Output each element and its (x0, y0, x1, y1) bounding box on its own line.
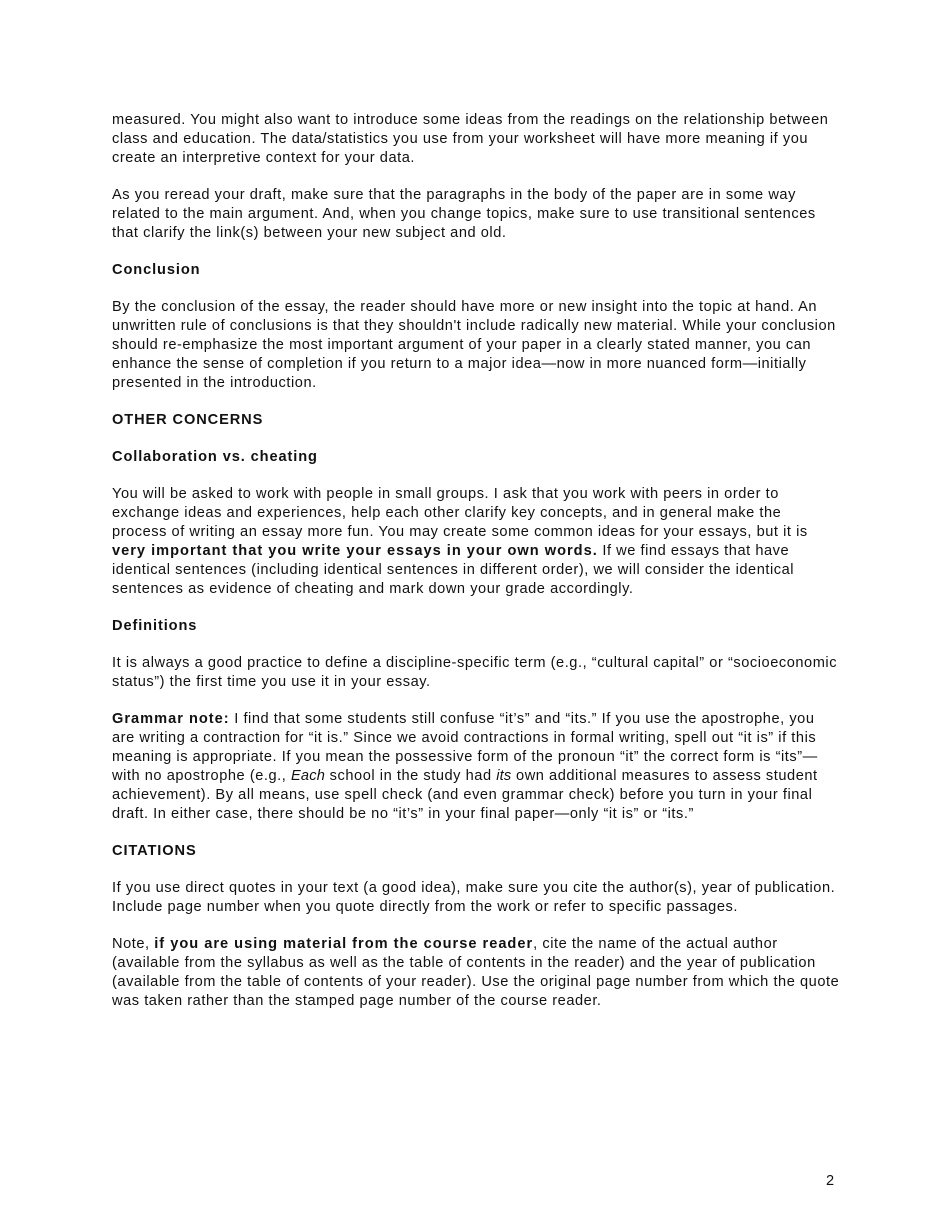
grammar-note-paragraph (112, 710, 840, 824)
collaboration-text-1: You will be asked to work with people in small groups. I ask that you work with peers in order to exchange ideas and experiences, help each other clarify key concepts, and in general make the process of writing an essay more fun. You may create some common ideas for your essays, but it is (112, 486, 808, 540)
conclusion-heading: Conclusion (112, 262, 201, 278)
note-prefix: Note, (112, 936, 155, 952)
definitions-heading: Definitions (112, 618, 198, 634)
note-paragraph (112, 935, 840, 1011)
document-body (112, 111, 840, 1029)
grammar-note-label: Grammar note: (112, 711, 230, 727)
conclusion-paragraph: By the conclusion of the essay, the reader should have more or new insight into the topic at hand. An unwritten rule of conclusions is that they shouldn't include radically new material. While your conclusion should re-emphasize the most important argument of your paper in a clearly stated manner, you can enhance the sense of completion if you return to a major idea—now in more nuanced form—initially presented in the introduction. (112, 299, 836, 391)
definitions-paragraph: It is always a good practice to define a discipline-specific term (e.g., “cultural capital” or “socioeconomic status”) the first time you use it in your essay. (112, 655, 838, 690)
citations-heading: CITATIONS (112, 843, 197, 859)
grammar-text-1: I find that some students still confuse “it’s” and “its.” If you use the apostrophe, you are writing a contraction for “it is.” Since we avoid contractions in formal writing, spell out “it is” if this meaning is appropriate. If you mean the possessive form of the pronoun “it” the correct form is “its”—with no apostrophe (e.g., (112, 711, 818, 784)
other-concerns-heading: OTHER CONCERNS (112, 412, 264, 428)
collaboration-paragraph (112, 485, 840, 599)
note-text: , cite the name of the actual author (available from the syllabus as well as the table of contents in the reader) and the year of publication (available from the table of contents of your reader). Use the original page number from which the quote was taken rather than the stamped page number of the course reader. (112, 936, 840, 1009)
grammar-text-3: own additional measures to assess student achievement). By all means, use spell check (and even grammar check) before you turn in your final draft. In either case, there should be no “it’s” in your final paper—only “it is” or “its.” (112, 768, 818, 822)
collaboration-emphasis: very important that you write your essays in your own words. (112, 543, 598, 559)
citations-paragraph: If you use direct quotes in your text (a good idea), make sure you cite the author(s), year of publication. Include page number when you quote directly from the work or refer to specific passages. (112, 880, 836, 915)
note-emphasis: if you are using material from the course reader (154, 936, 534, 952)
page-number: 2 (826, 1173, 835, 1189)
paragraph-intro-2: As you reread your draft, make sure that the paragraphs in the body of the paper are in some way related to the main argument. And, when you change topics, make sure to use transitional sentences that clarify the link(s) between your new subject and old. (112, 187, 816, 241)
paragraph-intro-1: measured. You might also want to introduce some ideas from the readings on the relationship between class and education. The data/statistics you use from your worksheet will have more meaning if you create an interpretive context for your data. (112, 112, 829, 166)
grammar-italic-its: its (496, 768, 512, 784)
collaboration-heading: Collaboration vs. cheating (112, 449, 318, 465)
grammar-italic-each: Each (291, 768, 326, 784)
grammar-text-2: school in the study had (325, 768, 497, 784)
collaboration-text-2: If we find essays that have identical sentences (including identical sentences in different order), we will consider the identical sentences as evidence of cheating and mark down your grade accordingly. (112, 543, 795, 597)
